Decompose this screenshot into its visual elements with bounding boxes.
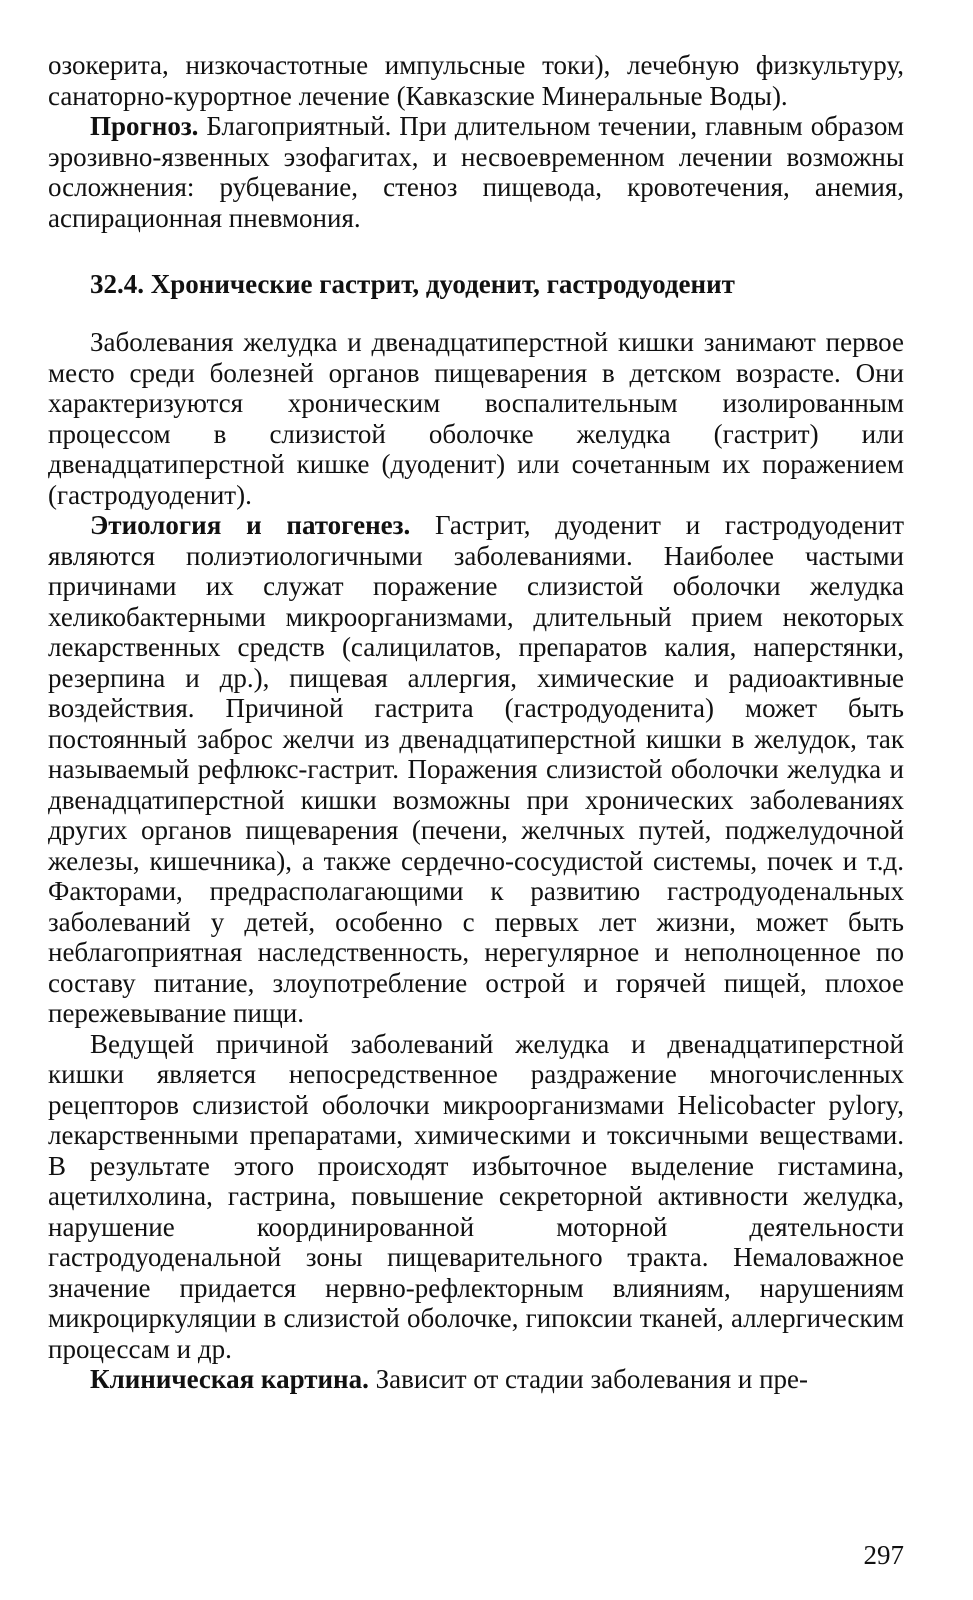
intro-paragraph: Заболевания желудка и двенадцатиперстной кишки занимают первое место среди болезней органов пищеварения в детском возрасте. Они характеризуются хроническим воспалительным изолированным процессом в слизистой оболочке желудка (гастрит) или двенадцатиперстной кишке (дуоденит) или сочетанным их поражением (гастродуоденит). xyxy=(48,327,904,510)
prognosis-text: Благоприятный. При длительном течении, главным образом эрозивно-язвенных эзофагитах, и несвоевременном лечении возможны осложнения: рубцевание, стеноз пищевода, кровотечения, анемия, аспирационная пневмония. xyxy=(48,111,904,233)
etiology-text: Гастрит, дуоденит и гастродуоденит являются полиэтиологичными заболеваниями. Наиболее частыми причинами их служат поражение слизистой оболочки желудка хеликобактерными микроорганизмами, длительный прием некоторых лекарственных средств (салицилатов, препаратов калия, наперстянки, резерпина и др.), пищевая аллергия, химические и радиоактивные воздействия. Причиной гастрита (гастродуоденита) может быть постоянный заброс желчи из двенадцатиперстной кишки в желудок, так называемый рефлюкс-гастрит. Поражения слизистой оболочки желудка и двенадцатиперстной кишки возможны при хронических заболеваниях других органов пищеварения (печени, желчных путей, поджелудочной железы, кишечника), а также сердечно-сосудистой системы, почек и т.д. Факторами, предрасполагающими к развитию гастродуоденальных заболеваний у детей, особенно с первых лет жизни, может быть неблагоприятная наследственность, нерегулярное и неполноценное по составу питание, злоупотребление острой и горячей пищей, плохое пережевывание пищи. xyxy=(48,510,904,1028)
etiology-paragraph xyxy=(48,510,904,1029)
continuation-paragraph: озокерита, низкочастотные импульсные токи), лечебную физкультуру, санаторно-курортное лечение (Кавказские Минеральные Воды). xyxy=(48,50,904,111)
page-number: 297 xyxy=(863,1540,904,1570)
clinical-paragraph xyxy=(48,1364,904,1395)
section-title: 32.4. Хронические гастрит, дуоденит, гастродуоденит xyxy=(90,269,735,299)
leading-cause-paragraph: Ведущей причиной заболеваний желудка и двенадцатиперстной кишки является непосредственное раздражение многочисленных рецепторов слизистой оболочки микроорганизмами Helicobacter pylory, лекарственными препаратами, химическими и токсичными веществами. В результате этого происходят избыточное выделение гистамина, ацетилхолина, гастрина, повышение секреторной активности желудка, нарушение координированной моторной деятельности гастродуоденальной зоны пищеварительного тракта. Немаловажное значение придается нервно-рефлекторным влияниям, нарушениям микроциркуляции в слизистой оболочке, гипоксии тканей, аллергическим процессам и др. xyxy=(48,1028,904,1364)
book-page xyxy=(48,50,904,1395)
clinical-text: Зависит от стадии заболевания и пре- xyxy=(368,1364,809,1394)
etiology-heading: Этиология и патогенез. xyxy=(90,510,411,540)
prognosis-paragraph xyxy=(48,111,904,233)
clinical-heading: Клиническая картина. xyxy=(90,1364,369,1394)
prognosis-heading: Прогноз. xyxy=(90,111,199,141)
